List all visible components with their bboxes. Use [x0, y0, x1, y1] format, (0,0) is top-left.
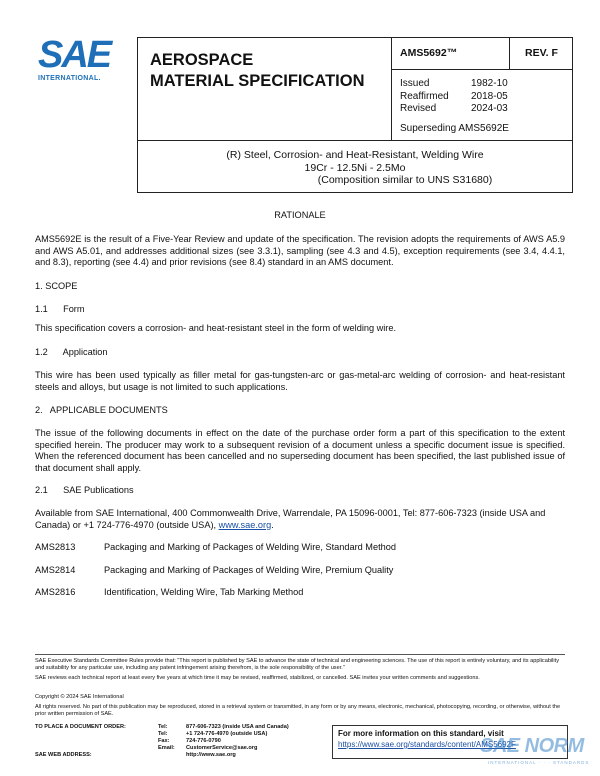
contact-tel2-row — [35, 731, 289, 738]
sae-logo — [38, 36, 124, 84]
section-1-2-text: This wire has been used typically as filler metal for gas-tungsten-arc or gas-metal-arc welding of corrosion- and heat-resistant steels and alloys, but usage is not limited to such applications. — [35, 370, 565, 392]
list-item — [35, 565, 565, 575]
standard-link[interactable]: https://www.sae.org/standards/content/AMS5692F — [338, 740, 516, 749]
issued-label: Issued — [400, 78, 430, 89]
doc-number: AMS5692™ — [400, 47, 458, 59]
document-number: AMS2813 — [35, 542, 76, 552]
sae-logo-icon: SAE — [38, 34, 111, 76]
document-number: AMS2816 — [35, 587, 76, 598]
section-2-1-heading: 2.1 SAE Publications — [35, 485, 134, 495]
document-number: AMS2814 — [35, 564, 76, 575]
spec-type-title — [150, 50, 365, 92]
footer-rules-text: SAE Executive Standards Committee Rules provide that: “This report is published by SAE to advance the state of technical and engineering sciences. The use of this report is entirely voluntary, and its applicability and suitability for any particular use, including any patent infringement arising therefrom, is the sole responsibility of the user.” — [35, 658, 560, 671]
contact-fax-row — [35, 738, 289, 745]
document-title: Packaging and Marking of Packages of Welding Wire, Premium Quality — [104, 564, 394, 575]
fax-label: Fax: — [158, 738, 170, 744]
superseding-text: Superseding AMS5692E — [400, 123, 509, 134]
footer-rights-text: All rights reserved. No part of this publication may be reproduced, stored in a retrieval system or transmitted, in any form or by any means, electronic, mechanical, photocopying, recording, or otherwise, without the prior written permission of SAE. — [35, 704, 561, 717]
web-value: http://www.sae.org — [186, 752, 236, 758]
section-2-1-body: Available from SAE International, 400 Commonwealth Drive, Warrendale, PA 15096-0001, Tel: 877-606-7323 (inside USA and Canada) or +1 724-776-4970 (outside USA), — [35, 508, 546, 530]
watermark-logo: SAE NORM — [480, 735, 584, 757]
fax-value: 724-776-0790 — [186, 738, 221, 744]
document-title: Identification, Welding Wire, Tab Marking Method — [104, 587, 304, 598]
section-1-2-heading: 1.2 Application — [35, 347, 108, 357]
tel-value: 877-606-7323 (inside USA and Canada) — [186, 724, 289, 730]
revised-label: Revised — [400, 103, 437, 114]
tel2-label: Tel: — [158, 731, 168, 737]
email-label: Email: — [158, 745, 175, 751]
document-title: Packaging and Marking of Packages of Welding Wire, Standard Method — [104, 542, 396, 552]
section-2-heading: 2. APPLICABLE DOCUMENTS — [35, 405, 168, 415]
doc-title-line2: 19Cr - 12.5Ni - 2.5Mo — [304, 161, 406, 174]
spec-type-line2: MATERIAL SPECIFICATION — [150, 72, 365, 90]
rationale-heading: RATIONALE — [274, 210, 326, 220]
order-label: TO PLACE A DOCUMENT ORDER: — [35, 724, 126, 730]
reaffirmed-value: 2018-05 — [471, 90, 508, 102]
doc-title — [137, 149, 573, 187]
footer-copyright: Copyright © 2024 SAE International — [35, 694, 124, 700]
rationale-text: AMS5692E is the result of a Five-Year Review and update of the specification. The revision adopts the requirements of AWS A5.9 and AWS A5.01, and addresses additional sizes (see 3.3.1), sampling (see 4.3 and 4.5), exception requirements (see 3.4, 4.4.1, and 8.3), reporting (see 4.4) and prior revisions (see 8.4) standard in an AMS document. — [35, 234, 565, 267]
list-item — [35, 587, 565, 597]
tel-label: Tel: — [158, 724, 168, 730]
web-label: SAE WEB ADDRESS: — [35, 752, 92, 758]
footer-review-text: SAE reviews each technical report at least every five years at which time it may be revised, reaffirmed, stabilized, or cancelled. SAE invites your written comments and suggestions. — [35, 675, 480, 681]
list-item — [35, 542, 565, 552]
contact-tel-row — [35, 724, 289, 731]
section-1-1-text: This specification covers a corrosion- and heat-resistant steel in the form of welding wire. — [35, 323, 397, 333]
email-value: CustomerService@sae.org — [186, 745, 258, 751]
doc-title-line3: (Composition similar to UNS S31680) — [317, 174, 493, 186]
date-block — [400, 78, 508, 116]
footer-divider — [35, 654, 565, 655]
issued-row — [400, 78, 508, 91]
contact-web-row — [35, 752, 289, 759]
tel2-value: +1 724-776-4970 (outside USA) — [186, 731, 268, 737]
section-2-text: The issue of the following documents in effect on the date of the purchase order form a part of this specification to the extent specified herein. The producer may work to a subsequent revision of a document unless a specific document issue is specified. When the referenced document has been cancelled and no superseding document has been specified, the last published issue of that document shall apply. — [35, 428, 565, 473]
section-1-1-heading: 1.1 Form — [35, 304, 85, 314]
order-contact-block — [35, 724, 289, 759]
sae-website-link[interactable]: www.sae.org — [218, 519, 272, 530]
doc-title-line1: (R) Steel, Corrosion- and Heat-Resistant, Welding Wire — [226, 149, 484, 161]
spec-type-line1: AEROSPACE — [150, 51, 254, 69]
revision-label: REV. F — [525, 47, 558, 59]
reaffirmed-row — [400, 91, 508, 104]
watermark-subtitle: INTERNATIONAL · · · STANDARDS — [488, 760, 590, 765]
issued-value: 1982-10 — [471, 78, 508, 89]
section-2-1-text — [35, 508, 565, 531]
sae-logo-subtitle: INTERNATIONAL. — [38, 75, 101, 82]
contact-email-row — [35, 745, 289, 752]
document-list — [35, 542, 565, 597]
revised-row — [400, 103, 508, 116]
revised-value: 2024-03 — [471, 103, 508, 114]
more-info-title: For more information on this standard, visit — [338, 729, 504, 738]
section-1-heading: 1. SCOPE — [35, 281, 78, 291]
reaffirmed-label: Reaffirmed — [400, 90, 449, 102]
section-2-1-end: . — [271, 519, 274, 530]
header-divider — [509, 37, 510, 70]
